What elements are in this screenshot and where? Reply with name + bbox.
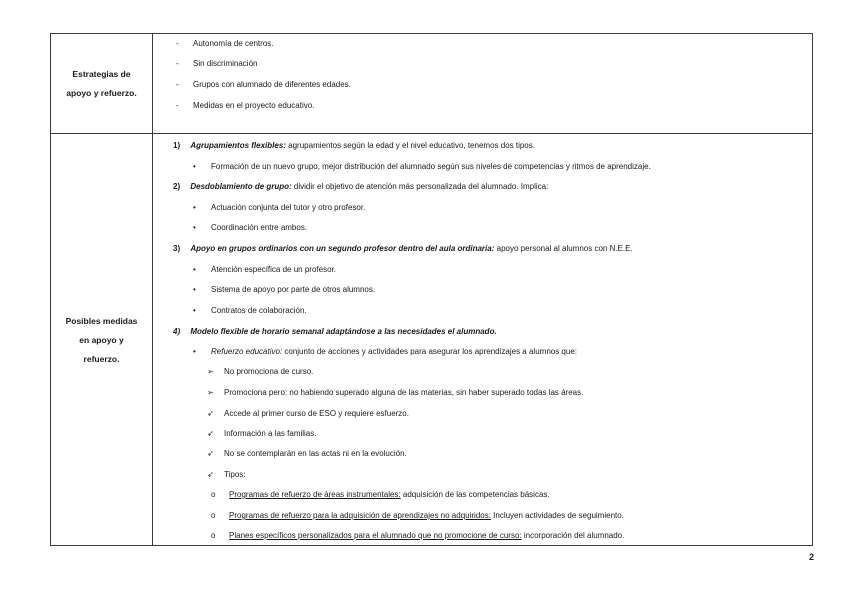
item-text: Incluyen actividades de seguimiento. (490, 511, 624, 520)
list-item: Tipos: (224, 470, 246, 479)
page-number: 2 (808, 552, 814, 562)
list-item: Medidas en el proyecto educativo. (193, 101, 315, 110)
item-title: Modelo flexible de horario semanal adaptándose a las necesidades el alumnado. (190, 327, 497, 336)
item-number: 1) (173, 141, 181, 150)
numbered-item-2 (173, 181, 548, 192)
arrow-icon: ➶ (207, 470, 214, 479)
arrow-icon: ➢ (207, 388, 214, 397)
circle-bullet-icon: o (211, 490, 216, 499)
list-item: Promociona pero: no habiendo superado alguna de las materias, sin haber superado todas las áreas. (224, 388, 584, 397)
bullet-icon: • (193, 162, 196, 171)
arrow-icon: ➶ (207, 449, 214, 458)
item-title: Programas de refuerzo para la adquisición de aprendizajes no adquiridos: (229, 511, 491, 520)
list-item: No promociona de curso. (224, 367, 314, 376)
numbered-item-1 (173, 140, 535, 151)
list-item: Información a las familias. (224, 429, 317, 438)
item-number: 4) (173, 327, 181, 336)
list-item: Coordinación entre ambos. (211, 223, 308, 232)
item-text: dividir el objetivo de atención más personalizada del alumnado. Implica: (291, 182, 549, 191)
bullet-icon: • (193, 203, 196, 212)
list-item (229, 489, 550, 500)
bullet-icon: • (193, 223, 196, 232)
label-line: Posibles medidas (65, 316, 138, 326)
row-label-measures (51, 134, 152, 547)
list-item: Contratos de colaboración. (211, 306, 307, 315)
content-table (50, 33, 813, 546)
dash-item: - (176, 101, 179, 110)
dash-item: - (176, 39, 179, 48)
item-number: 3) (173, 244, 181, 253)
item-text: apoyo personal al alumnos con N.E.E. (494, 244, 633, 253)
arrow-icon: ➶ (207, 409, 214, 418)
item-title: Refuerzo educativo: (211, 347, 283, 356)
row-label-strategies (51, 34, 152, 133)
list-item (211, 346, 577, 357)
bullet-icon: • (193, 306, 196, 315)
label-line: en apoyo y (79, 335, 124, 345)
item-title: Planes específicos personalizados para el alumnado que no promocione de curso: (229, 531, 522, 540)
label-line: Estrategias de (72, 68, 131, 79)
list-item: Sin discriminación (193, 59, 258, 68)
list-item: Sistema de apoyo por parte de otros alumnos. (211, 285, 376, 294)
list-item: Formación de un nuevo grupo, mejor distribución del alumnado según sus niveles de competencias y ritmos de aprendizaje. (211, 162, 651, 171)
item-text: incorporación del alumnado. (521, 531, 625, 540)
arrow-icon: ➶ (207, 429, 214, 438)
item-title: Apoyo en grupos ordinarios con un segundo profesor dentro del aula ordinaria: (190, 244, 495, 253)
item-title: Programas de refuerzo de áreas instrumentales: (229, 490, 401, 499)
item-title: Agrupamientos flexibles: (190, 141, 286, 150)
list-item: Autonomía de centros. (193, 39, 274, 48)
dash-item: - (176, 59, 179, 68)
bullet-icon: • (193, 265, 196, 274)
bullet-icon: • (193, 347, 196, 356)
list-item: Accede al primer curso de ESO y requiere esfuerzo. (224, 409, 409, 418)
item-number: 2) (173, 182, 181, 191)
circle-bullet-icon: o (211, 511, 216, 520)
list-item: Grupos con alumnado de diferentes edades. (193, 80, 351, 89)
item-text: adquisición de las competencias básicas. (400, 490, 550, 499)
numbered-item-4 (173, 326, 497, 337)
list-item (229, 510, 624, 521)
numbered-item-3 (173, 243, 633, 254)
list-item (229, 530, 624, 541)
label-line: apoyo y refuerzo. (66, 87, 137, 98)
circle-bullet-icon: o (211, 531, 216, 540)
item-text: conjunto de acciones y actividades para asegurar los aprendizajes a alumnos que: (282, 347, 578, 356)
row-divider (51, 133, 812, 134)
list-item: No se contemplarán en las actas ni en la evolución. (224, 449, 407, 458)
item-text: agrupamientos según la edad y el nivel educativo, tenemos dos tipos. (285, 141, 535, 150)
list-item: Atención específica de un profesor. (211, 265, 336, 274)
bullet-icon: • (193, 285, 196, 294)
dash-item: - (176, 80, 179, 89)
item-title: Desdoblamiento de grupo: (190, 182, 292, 191)
column-divider (152, 34, 153, 545)
arrow-icon: ➢ (207, 367, 214, 376)
label-line: refuerzo. (83, 354, 120, 364)
list-item: Actuación conjunta del tutor y otro profesor. (211, 203, 366, 212)
